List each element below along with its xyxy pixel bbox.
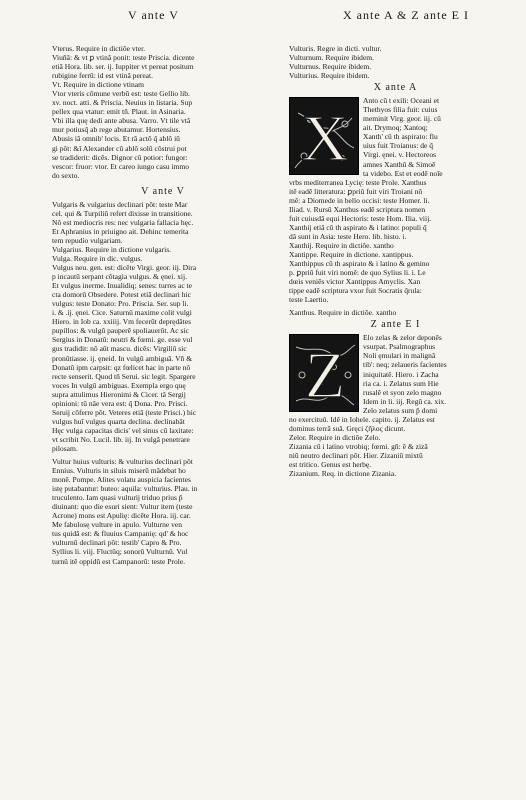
text-line: itẽ eadẽ litteratura: ꝑpriũ fuit viri Troiani nõ [289,186,423,196]
entry-x-initial-block [289,96,502,177]
text-line: Vulgus neu. gen. est: dicẽte Virgi. geor. iij. Dira [52,263,197,273]
decorated-initial-x [289,97,359,175]
running-head-right: X ante A & Z ante E I [343,8,469,22]
left-column [52,44,274,566]
text-line: do sexto. [52,170,80,180]
floral-initial-x-icon [290,98,359,175]
right-block-z-continued [289,415,502,478]
text-line: vulgus: teste Donato: Pro. Priscia. Ser. sup li. [52,299,189,309]
text-line: supra attulimus Hieronimi & Cicer. tã Sergij [52,389,186,399]
text-line: Me fabulosę vulture in apulo. Vulturne ven [52,520,182,530]
text-line: Et Aphranius in priuigno ait. Dehinc temerita [52,226,189,236]
text-line: p. ꝑpriũ fuit viri nomẽ: de quo Sylius li. i. Le [289,268,426,278]
text-line: meminit Virg. geor. iij. cũ [363,114,441,124]
text-line: Hęc vulga capacitas dicis' vel sinus cũ laxitate: [52,425,194,435]
text-line: uius fuit Troianus: de q̃ [363,141,434,151]
svg-text:Z: Z [304,339,346,413]
text-line: Xanthippus cũ th aspirato & i latino & gemino [289,259,430,269]
text-line: Abusis iã omnib' locis. Et rã actõ q̃ ablõ iũ [52,134,180,144]
text-line: Vbi illa quę dedi ante abusa. Varro. Vt tile vtã [52,116,191,126]
running-head [0,8,526,28]
text-line: Hiero. in Iob ca. xxiiij. Vm fecerũt deprędãtes [52,317,192,327]
running-head-left: V ante V [128,8,179,22]
text-line: Anto cũ t exili: Oceani et [363,96,440,106]
text-line: dã sunt in Asia: teste Hero. lib. histo. i. [289,231,407,241]
text-line: rusalẽ et syon zelo magno [363,387,442,397]
right-column [289,44,502,478]
text-line: iniquitatẽ. Hiero. i Zacha [363,369,439,379]
text-line: gus tradidit: nõ aũt mascu. dicẽs: Virgiliũ sic [52,344,187,354]
text-line: Thethyos filia fuit: cuius [363,105,438,115]
text-line: truculento. Iam quasi vulturij triduo prius p̃ [52,493,183,503]
text-line: mẽ: a Diomede in bello occisi: teste Homer. li. [289,195,430,205]
text-line: est tritico. Genus est herbę. [289,459,372,469]
text-line: vsurpat. Psalmographus [363,342,436,352]
text-line: Ennius. Vulturis in siluis miserũ mãdebat ho [52,466,186,476]
text-line: Zelo zelatus sum p̃ domi [363,405,438,415]
text-line: dominus terrã suã. Gręci ζῆλος dicunt. [289,423,406,433]
text-line: pupillos: & vulgũ pauperẽ spoliauerũt. Ac sic [52,326,189,336]
text-line: Xantippe. Require in dictione. xantippus. [289,249,414,259]
text-line: istę putabantur: buteo: aquila: vulturius. Plau. in [52,484,198,494]
text-line: Vulturius. Require ibidem. [289,71,370,81]
text-line: dœis veniẽs victor Xantippus Amyclis. Xan [289,277,421,287]
left-block-2 [52,200,274,453]
text-line: tus quidã est: & fluuius Campanię: qd' & hoc [52,529,189,539]
floral-initial-z-icon [290,335,359,412]
text-line: Vulgarius. Require in dictione vulgaris. [52,244,172,254]
text-line: recte senserit. Quod tñ Serui. sic legit. Spargere [52,371,196,381]
text-line: Vulturis. Regre in dicti. vultur. [289,44,382,53]
text-line: diuinant: quo die esuri sient: Vultur item (teste [52,502,193,512]
text-line: vulgus huĩ vulgus quarta declina. declinabãt [52,416,185,426]
text-line: Syllius li. viij. Fluctũq; sonorũ Vulturnũ. Vul [52,547,188,557]
text-line: Xanthij etiã cũ th aspirato & i latino: populi q̃ [289,222,427,232]
text-line: Et vulgus inerme. Inualidiq; senes: turres ac te [52,281,192,291]
text-line: vulturnũ declinari põt: testib' Capro & Pro. [52,538,182,548]
text-line: vt scribit No. Lucil. lib. iij. In vulgã penetrare [52,434,190,444]
text-line: i. & .ij. ęnei. Cice. Saturnũ maxime colit vulgi [52,308,192,318]
text-line: voces In vulgũ ambiguas. Exempla ergo quę [52,380,186,390]
text-line: no exercituũ. Idẽ in Iohele. capito. ij. Zelatus est [289,414,435,424]
text-line: Donatũ ipm carpsit: qz fœlicet hac in parte nõ [52,362,191,372]
text-line: Xanth' cũ th aspirato: flu [363,132,438,142]
svg-text:X: X [301,102,349,176]
text-line: fuit cuiusdã equi Hectoris: teste Hom. Ilia. viij. [289,213,432,223]
text-line: Zizania cũ i latino vtrobiq; fœmi. gñ: ẽ & zizã [289,441,428,451]
text-line: Vulturnus. Require ibidem. [289,62,372,72]
text-line: cel. qui & Turpiliũ refert dixisse in transitione. [52,208,193,218]
text-line: etiã Hora. lib. ser. ij. Iuppiter vt pereat positum [52,62,194,72]
text-line: xv. noct. atti. & Priscia. Neuius in listaria. Sup [52,98,193,108]
text-line: pellex qua vtatur: emit tñ. Plaut. in Asinaria. [52,107,186,117]
text-line: Vultur huius vulturis: & vulturius declinari põt [52,457,193,467]
text-line: Viuñã: & vt ꝑ vtinã ponit: teste Priscia. dicente [52,53,195,63]
text-line: ait. Drymoq; Xantoq; [363,123,428,133]
text-line: teste Laertio. [289,295,329,305]
text-line: Noli ęmulari in malignã [363,351,436,361]
right-block-x-continued [289,178,502,305]
text-line: amnes Xanthũ & Simoẽ [363,159,436,169]
text-line: niũ neutro declinari põt. Hier. Zizaniũ mixtũ [289,450,423,460]
section-heading-z-ante-e-i: Z ante E I [370,319,421,331]
text-line: Idem in li. iij. Regũ ca. xix. [363,396,447,406]
right-block-1 [289,44,502,80]
text-line: p incautũ serpant cõtagia vulgus. & ęnei. xij. [52,272,187,282]
section-heading-v-ante-v: V ante V [141,185,185,197]
text-line: vrbs mediterranea Lycię: teste Prole. Xanthus [289,177,427,187]
text-line: pronũtiasse. ij. ęneid. In vulgũ ambiguã. Vñ & [52,353,193,363]
text-line: se tradiderit: dicẽs. Dignor cũ potior: fungor: [52,152,188,162]
left-block-3 [52,457,274,566]
text-line: gi põt: &ĩ Alexander cũ ablõ solũ cõstrui pot [52,143,187,153]
text-line: Vulga. Require in dic. vulgus. [52,253,143,263]
text-line: Acrone) mons est Apulię: dicẽte Hora. iij. car. [52,511,191,521]
text-line: ria ca. i. Zelatus sum Hie [363,378,439,388]
text-line: Virgi. ęnei. v. Hectoreos [363,150,437,160]
text-line: turnũ itẽ oppidũ est Campanorũ: teste Prole. [52,556,186,566]
left-block-1 [52,44,274,180]
text-line: Zelor. Require in dictiõe Zelo. [289,432,381,442]
text-line: Seruij cõferre põt. Veteres etiã (teste Prisci.) hic [52,407,197,417]
text-line: pilosam. [52,443,78,453]
section-heading-x-ante-a: X ante A [373,82,418,94]
text-line: Elo zelas & zelor deponẽs [363,333,442,343]
text-line: tem repudio vulgariam. [52,235,123,245]
entry-z-initial-block [289,333,502,414]
text-line: Vtor vteris cõmune verbũ est: teste Gellio lib. [52,89,190,99]
text-line: rubigine ferrũ: id est vtinã pereat. [52,71,154,81]
text-line: Vulturnum. Require ibidem. [289,53,375,63]
text-line: tib': neq; zelaueris facientes [363,360,447,370]
text-line: opinioni: tũ nãe vera est: q̃ Dona. Pro. Prisci. [52,398,188,408]
text-line: tippe eadẽ scriptura vxor fuit Socratis q̃rula: [289,286,422,296]
text-line: Iliad. v. Rursũ Xanthus eadẽ scriptura nomen [289,204,426,214]
text-line: Xanthij. Require in dictiõe. xantho [289,240,394,250]
text-line: Sergius in Donatũ: neutri & fœmi. ge. esse vul [52,335,193,345]
decorated-initial-z [289,334,359,412]
text-line: Zizanium. Req. in dictione Zizania. [289,469,397,479]
text-line: Vulgaris & vulgarius declinari põt: teste Mar [52,199,188,209]
text-line: Nõ est mediocris res: nec vulgaria fallacia hęc. [52,217,194,227]
text-line: mur potiusq̃ ab rege abutamur. Hortensius. [52,125,181,135]
text-line: ta videbo. Est et eodẽ noĩe [363,168,443,178]
text-line: Vterus. Require in dictiõe vter. [52,44,146,53]
text-line: monẽ. Pompe. Alites volatu auspicia facientes [52,475,191,485]
text-line: vescor: fruor: vtor. Et careo iungo casu immo [52,161,190,171]
text-line: Vt. Require in dictione vtinam [52,80,145,90]
text-line-xanthus: Xanthus. Require in dictiõe. xantho [289,308,397,318]
text-line: cta domorũ Obsedere. Potest etiã declinari hic [52,290,191,300]
